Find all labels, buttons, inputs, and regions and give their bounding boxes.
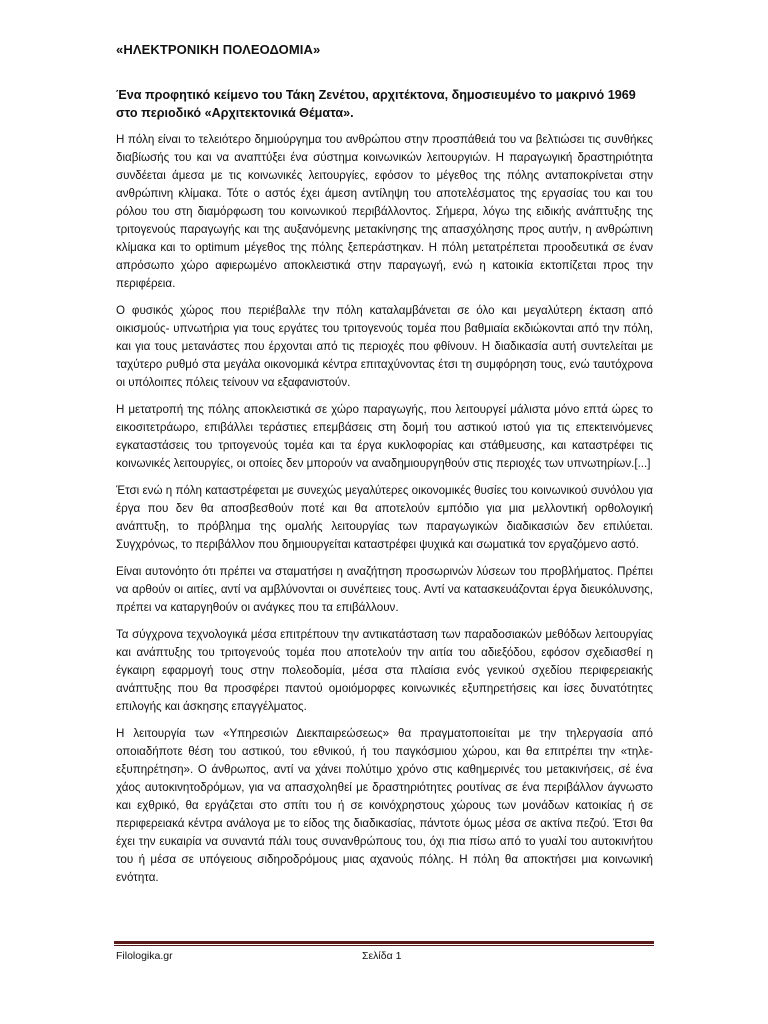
footer-rule-thin xyxy=(114,945,654,946)
paragraph-3: Η μετατροπή της πόλης αποκλειστικά σε χώρο παραγωγής, που λειτουργεί μάλιστα μόνο επτά ώρες το εικοσιτετράωρο, επιβάλλει τεράστιες επεμβάσεις στη δομή του αστικού ιστού για τις επεκτεινόμενες εγκαταστάσεις του τριτογενούς τομέα και τα έργα κυκλοφορίας και στάθμευσης, και καταστρέφει τις κοινωνικές λειτουργίες, οι οποίες δεν μπορούν να αναδημιουργηθούν στις περιοχές των υπνωτηρίων.[...] xyxy=(116,403,653,470)
paragraph-5: Είναι αυτονόητο ότι πρέπει να σταματήσει η αναζήτηση προσωρινών λύσεων του προβλήματος. Πρέπει να αρθούν οι αιτίες, αντί να αμβλύνονται οι συνέπειες τους. Αντί να κατασκευάζονται έργα διευκόλυνσης, πρέπει να καταργηθούν οι ανάγκες που τα επιβάλλουν. xyxy=(116,565,653,614)
footer-page-number: Σελίδα 1 xyxy=(362,950,402,962)
paragraph-1: Η πόλη είναι το τελειότερο δημιούργημα του ανθρώπου στην προσπάθειά του να βελτιώσει τις συνθήκες διαβίωσής του και να αναπτύξει ένα σύστημα κοινωνικών λειτουργιών. Η παραγωγική δραστηριότητα συνδέεται άμεσα με τις κοινωνικές λειτουργίες, εφόσον το μέγεθος της πόλης ανταποκρίνεται στην ανθρώπινη κλίμακα. Τότε ο αστός έχει άμεση αντίληψη του αποτελέσματος της εργασίας του και του ρόλου του στη διαμόρφωση του κοινωνικού περιβάλλοντος. Σήμερα, λόγω της ειδικής ανάπτυξης της τριτογενούς παραγωγής και της αυξανόμενης μετακίνησης της απασχόλησης προς αυτήν, η ανθρώπινη κλίμακα και το optimum μέγεθος της πόλης ξεπεράστηκαν. Η πόλη μετατρέπεται προοδευτικά σε έναν απρόσωπο χώρο αφιερωμένο αποκλειστικά στην παραγωγή, ενώ η κατοικία εκτοπίζεται προς την περιφέρεια. xyxy=(116,133,653,290)
paragraph-2: Ο φυσικός χώρος που περιέβαλλε την πόλη καταλαμβάνεται σε όλο και μεγαλύτερη έκταση από οικισμούς- υπνωτήρια για τους εργάτες του τριτογενούς τομέα που βαθμιαία εκδιώκονται από την πόλη, και για τους μετανάστες που έρχονται από τις περιοχές που φθίνουν. Η διαδικασία αυτή συντελείται με ταχύτερο ρυθμό στα μεγάλα οικονομικά κέντρα επιταχύνοντας έτσι τη συμφόρηση τους, ενώ ταυτόχρονα οι υπόλοιπες πόλεις τείνουν να εξαφανιστούν. xyxy=(116,304,653,389)
paragraph-7: Η λειτουργία των «Υπηρεσιών Διεκπαιρεώσεως» θα πραγματοποιείται με την τηλεργασία από οποιαδήποτε θέση του αστικού, του εθνικού, ή του παγκόσμιου χώρου, και θα επιτρέπει την «τηλε- εξυπηρέτηση». Ο άνθρωπος, αντί να χάνει πολύτιμο χρόνο στις καθημερινές του μετακινήσεις, σέ ένα χάος αυτοκινητοδρόμων, για να απασχοληθεί με δραστηριότητες ρουτίνας σε ένα περιβάλλον άγνωστο και εχθρικό, θα εργάζεται στο σπίτι του ή σε κοινόχρηστους χώρους των μονάδων κατοικίας ή σε περιφερειακά κέντρα ανάλογα με το είδος της διαδικασίας, πάντοτε όμως μέσα σε ακτίνα πεζού. Έτσι θα έχει την ευκαιρία να συναντά πάλι τους συνανθρώπους του, όχι πια πίσω από το γυαλί του αυτοκινήτου του ή μέσα σε υπόγειους σιδηροδρόμους μιας αχανούς πόλης. Η πόλη θα αποκτήσει μια κοινωνική ενότητα. xyxy=(116,727,653,884)
paragraph-4: Έτσι ενώ η πόλη καταστρέφεται με συνεχώς μεγαλύτερες οικονομικές θυσίες του κοινωνικού συνόλου για έργα που δεν θα αποσβεσθούν ποτέ και θα αποτελούν εμπόδιο για μια μελλοντική ορθολογική ανάπτυξη, το πρόβλημα της ομαλής λειτουργίας των παραγωγικών διαδικασιών δεν επιλύεται. Συγχρόνως, το περιβάλλον που δημιουργείται καταστρέφει ψυχικά και σωματικά τον εργαζόμενο αστό. xyxy=(116,484,653,551)
footer-rule-thick xyxy=(114,941,654,944)
paragraph-6: Τα σύγχρονα τεχνολογικά μέσα επιτρέπουν την αντικατάσταση των παραδοσιακών μεθόδων λειτουργίας και ανάπτυξης του τριτογενούς τομέα που αποτελούν την αιτία του αδιεξόδου, εφόσον σχεδιασθεί η έγκαιρη εφαρμογή τους στην πολεοδομία, μέσα στα πλαίσια ενός γενικού σχεδίου περιφερειακής ανάπτυξης που θα προσφέρει παντού ομοιόμορφες κοινωνικές εξυπηρετήσεις και ίσες δυνατότητες επιλογής και άσκησης επαγγέλματος. xyxy=(116,628,653,713)
footer-source: Filologika.gr xyxy=(116,950,173,962)
document-body xyxy=(116,86,653,896)
intro-paragraph: Ένα προφητικό κείμενο του Τάκη Ζενέτου, αρχιτέκτονα, δημοσιευμένο το μακρινό 1969 στο περιοδικό «Αρχιτεκτονικά Θέματα». xyxy=(116,88,636,120)
document-header: «ΗΛΕΚΤΡΟΝΙΚΗ ΠΟΛΕΟΔΟΜΙΑ» xyxy=(116,42,321,57)
